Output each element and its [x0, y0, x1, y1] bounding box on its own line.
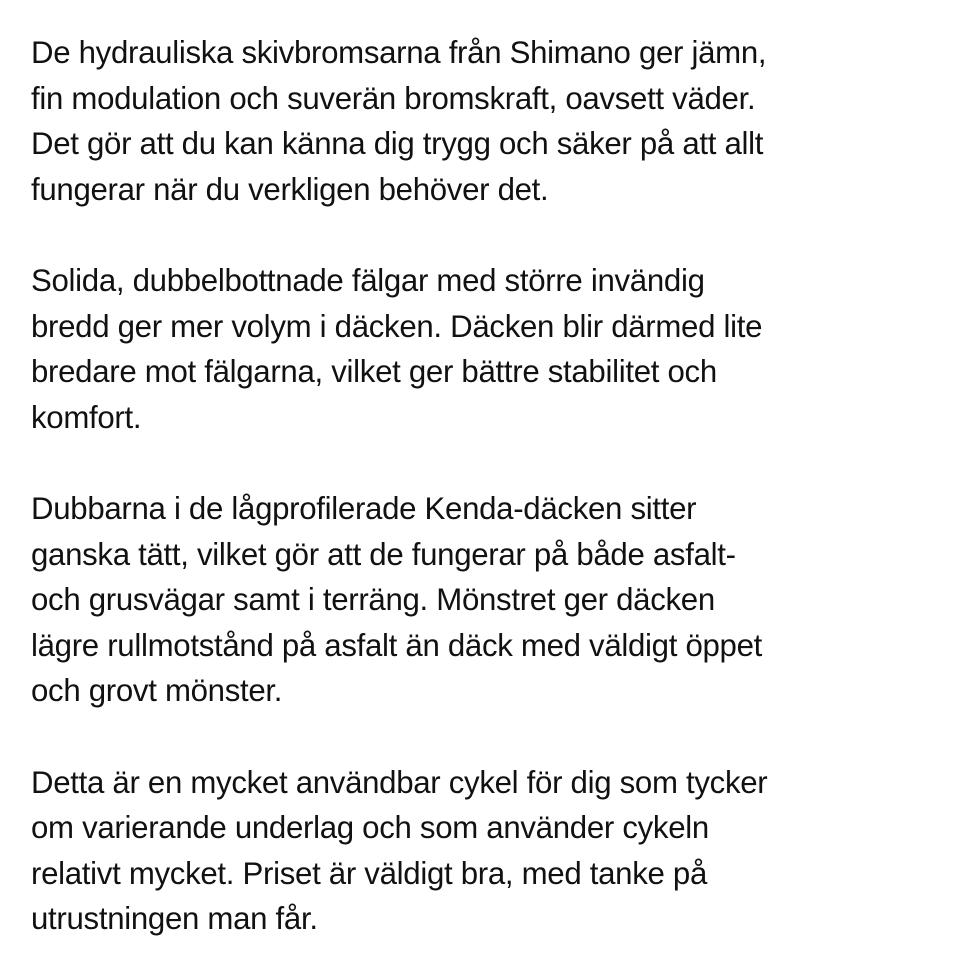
text-line: utrustningen man får.	[31, 901, 318, 937]
text-line: lägre rullmotstånd på asfalt än däck med väldigt öppet	[31, 627, 763, 663]
paragraph-brakes	[31, 30, 941, 212]
text-line: fungerar när du verkligen behöver det.	[31, 171, 549, 207]
paragraph-rims	[31, 258, 941, 440]
text-line: Solida, dubbelbottnade fälgar med större invändig	[31, 262, 705, 298]
text-line: Dubbarna i de lågprofilerade Kenda-däcken sitter	[31, 490, 697, 526]
text-line: De hydrauliska skivbromsarna från Shimano ger jämn,	[31, 35, 767, 70]
text-line: och grovt mönster.	[31, 673, 283, 709]
text-line: ganska tätt, vilket gör att de fungerar på både asfalt-	[31, 536, 736, 572]
text-line: Det gör att du kan känna dig trygg och säker på att allt	[31, 126, 764, 162]
text-document	[31, 30, 941, 942]
text-line: relativt mycket. Priset är väldigt bra, med tanke på	[31, 855, 708, 891]
text-line: bredd ger mer volym i däcken. Däcken blir därmed lite	[31, 308, 763, 344]
paragraph-tires	[31, 486, 941, 714]
paragraph-summary	[31, 760, 941, 942]
text-line: bredare mot fälgarna, vilket ger bättre stabilitet och	[31, 354, 717, 390]
text-line: fin modulation och suverän bromskraft, oavsett väder.	[31, 80, 756, 116]
text-line: komfort.	[31, 399, 142, 435]
text-line: om varierande underlag och som använder cykeln	[31, 810, 709, 846]
text-line: Detta är en mycket användbar cykel för dig som tycker	[31, 764, 768, 800]
text-line: och grusvägar samt i terräng. Mönstret ger däcken	[31, 582, 715, 618]
